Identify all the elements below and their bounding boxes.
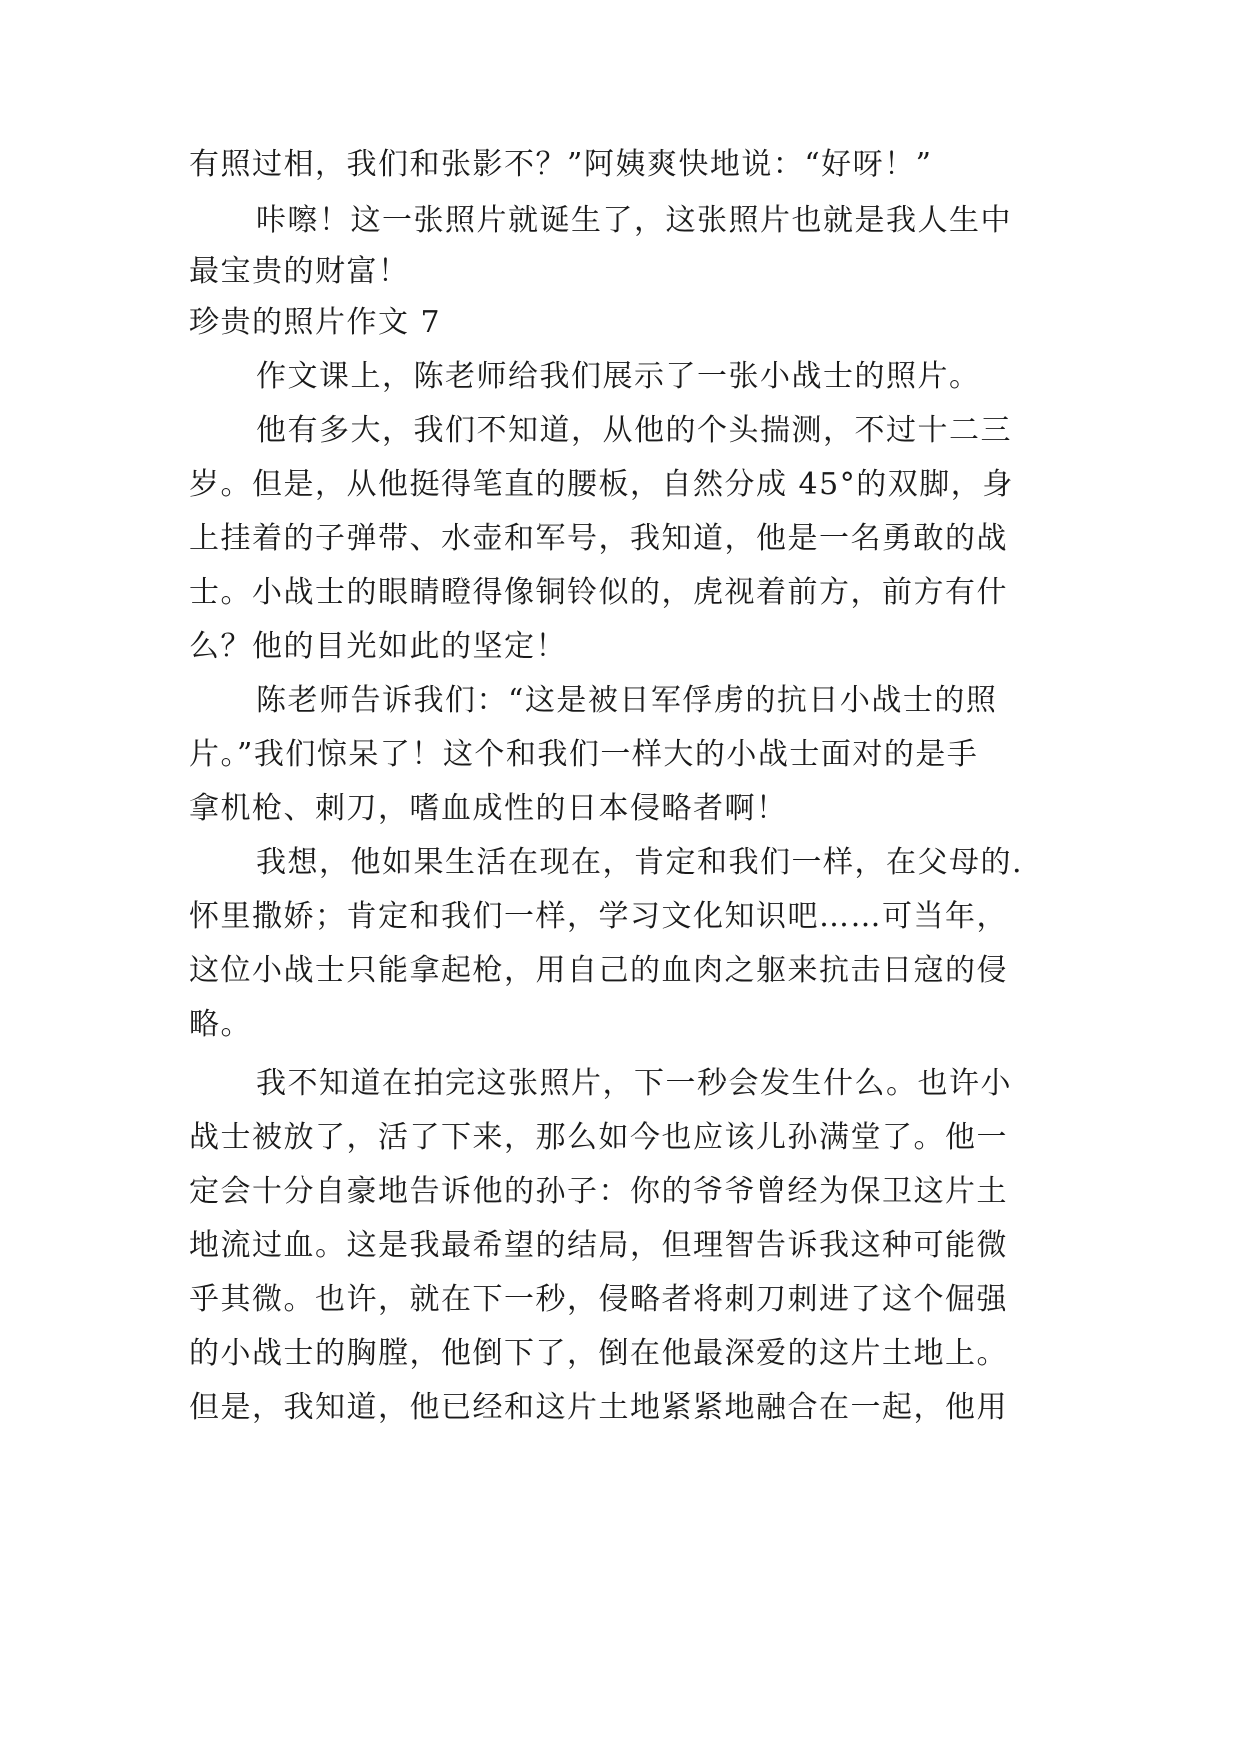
paragraph-line: 陈老师告诉我们：“这是被日军俘虏的抗日小战士的照 bbox=[256, 683, 998, 718]
text-line: 士。小战士的眼睛瞪得像铜铃似的，虎视着前方，前方有什 bbox=[189, 575, 1008, 610]
text-line: 但是，我知道，他已经和这片土地紧紧地融合在一起，他用 bbox=[189, 1390, 1008, 1425]
text-line: 岁。但是，从他挺得笔直的腰板，自然分成 45°的双脚，身 bbox=[189, 467, 1014, 502]
section-heading: 珍贵的照片作文 7 bbox=[189, 305, 442, 340]
text-line: 么？他的目光如此的坚定！ bbox=[189, 629, 567, 664]
text-line: 的小战士的胸膛，他倒下了，倒在他最深爱的这片土地上。 bbox=[189, 1336, 1008, 1371]
text-line: 怀里撒娇；肯定和我们一样，学习文化知识吧……可当年， bbox=[189, 899, 1008, 934]
paragraph-line: 我不知道在拍完这张照片，下一秒会发生什么。也许小 bbox=[256, 1066, 1012, 1101]
text-line: 地流过血。这是我最希望的结局，但理智告诉我这种可能微 bbox=[189, 1228, 1008, 1263]
text-line: 战士被放了，活了下来，那么如今也应该儿孙满堂了。他一 bbox=[189, 1120, 1008, 1155]
text-line: 这位小战士只能拿起枪，用自己的血肉之躯来抗击日寇的侵 bbox=[189, 953, 1008, 988]
text-line: 定会十分自豪地告诉他的孙子：你的爷爷曾经为保卫这片土 bbox=[189, 1174, 1008, 1209]
text-line: 拿机枪、刺刀，嗜血成性的日本侵略者啊！ bbox=[189, 791, 788, 826]
text-line: 有照过相，我们和张影不？”阿姨爽快地说：“好呀！” bbox=[189, 147, 933, 182]
paragraph-line: 我想，他如果生活在现在，肯定和我们一样，在父母的. bbox=[256, 845, 1024, 880]
text-line: 上挂着的子弹带、水壶和军号，我知道，他是一名勇敢的战 bbox=[189, 521, 1008, 556]
text-line: 乎其微。也许，就在下一秒，侵略者将刺刀刺进了这个倔强 bbox=[189, 1282, 1008, 1317]
paragraph-line: 他有多大，我们不知道，从他的个头揣测，不过十二三 bbox=[256, 413, 1012, 448]
text-line: 略。 bbox=[189, 1007, 252, 1042]
paragraph-line: 咔嚓！这一张照片就诞生了，这张照片也就是我人生中 bbox=[256, 203, 1012, 238]
text-line: 最宝贵的财富！ bbox=[189, 254, 410, 289]
paragraph-line: 作文课上，陈老师给我们展示了一张小战士的照片。 bbox=[256, 359, 981, 394]
text-line: 片。”我们惊呆了！这个和我们一样大的小战士面对的是手 bbox=[189, 737, 979, 772]
